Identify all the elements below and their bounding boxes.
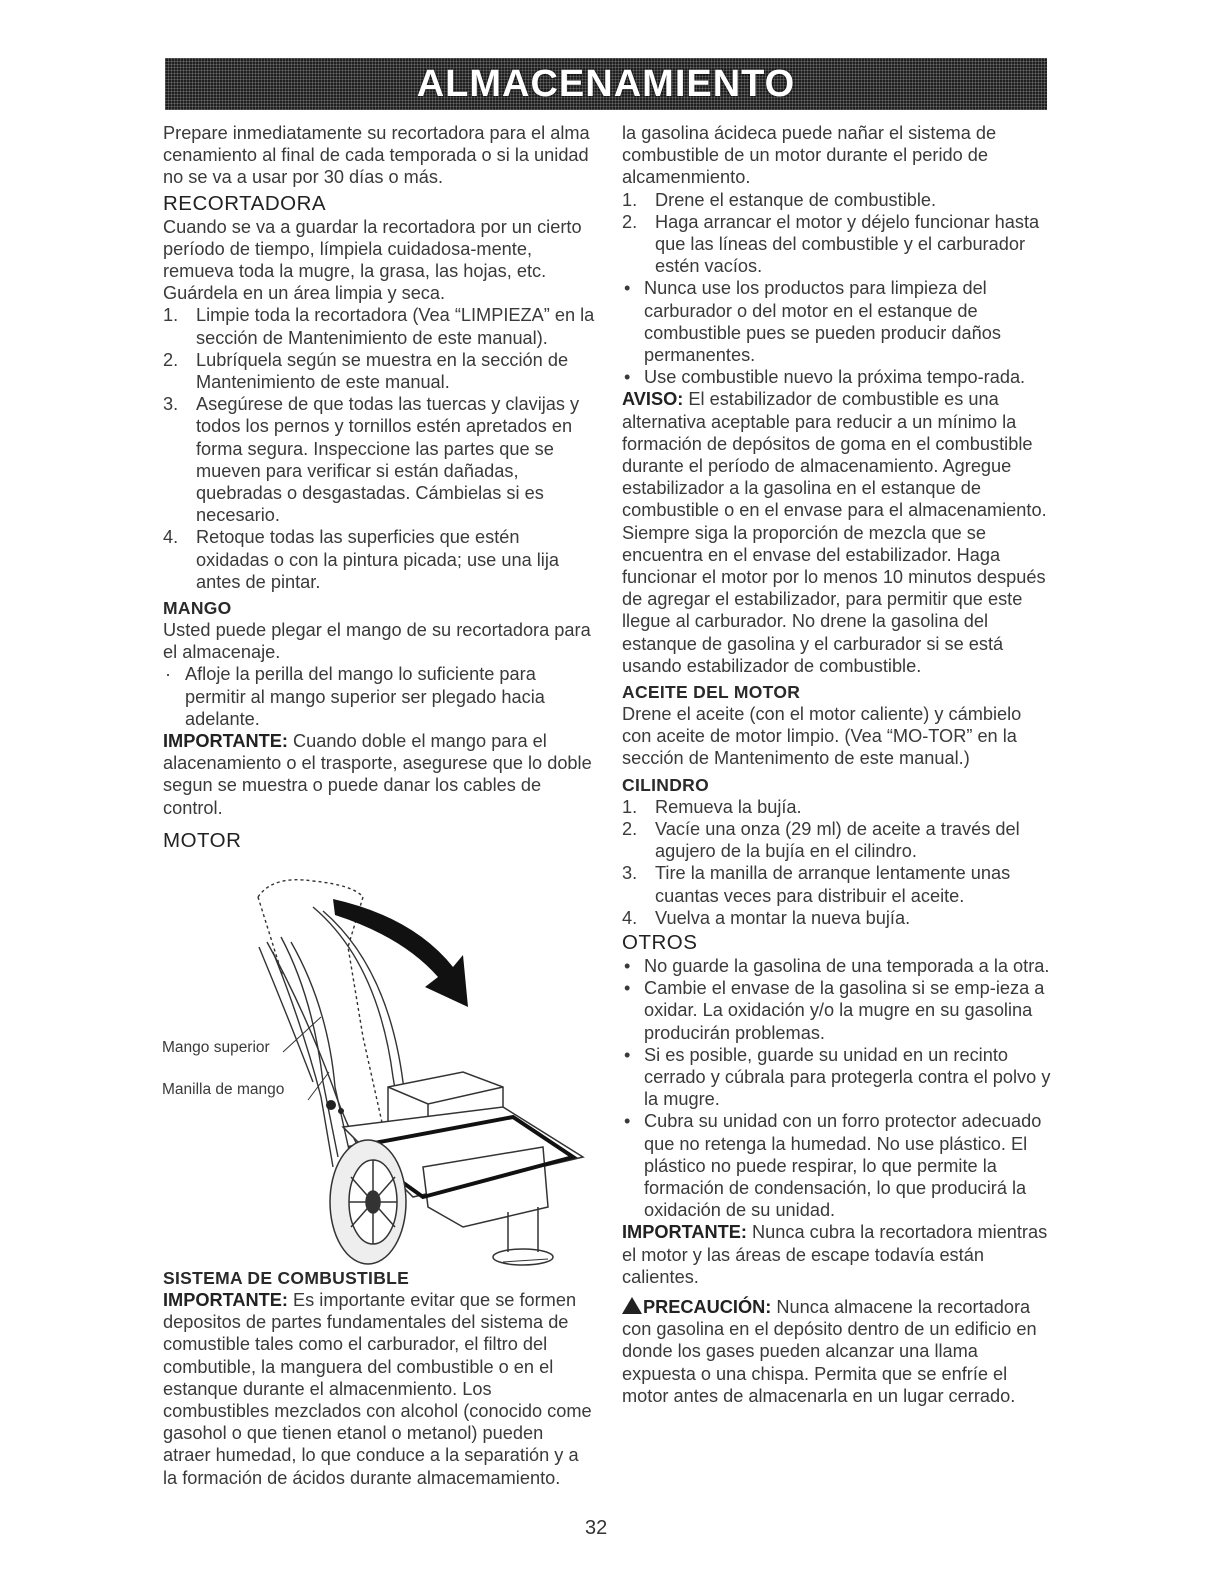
warning-triangle-icon: [622, 1297, 642, 1314]
aceite-heading: ACEITE DEL MOTOR: [622, 682, 801, 703]
list-item: 3. Tire la manilla de arranque lentamente unas cuantas veces para distribuir el aceite.: [622, 863, 1011, 906]
cilindro-steps: [622, 796, 1052, 929]
trimmer-drawing: [163, 867, 595, 1267]
aviso-paragraph: AVISO: El estabilizador de combustible es una alternativa aceptable para reducir a un mínimo la formación de depósitos de goma en el combustible durante el período de almacenamiento. Agregue estabilizador a la gasolina en el estanque de combustible o en el envase para el almacenamiento. Siempre siga la proporción de mezcla que se encuentra en el envase del estabilizador. Haga funcionar el motor por lo menos 10 minutos después de agregar el estabilizador, para permitir que este llegue al carburador. No drene la gasolina del estanque de gasolina y el carburador si se está usando estabilizador de combustible.: [622, 389, 1047, 676]
recortadora-text: Cuando se va a guardar la recortadora por un cierto período de tiempo, límpiela cuidadosa-mente, remueva toda la mugre, la grasa, las hojas, etc. Guárdela en un área limpia y seca.: [163, 216, 582, 304]
list-item: • Use combustible nuevo la próxima tempo-rada.: [624, 367, 1026, 388]
list-item: 3. Asegúrese de que todas las tuercas y clavijas y todos los pernos y tornillos estén apretados en forma segura. Inspeccione las partes que se mueven para verificar si están dañadas, quebradas o desgastadas. Cámbielas si es necesario.: [163, 394, 580, 526]
list-item: · Afloje la perilla del mango lo suficiente para permitir al mango superior ser plegado hacia adelante.: [165, 664, 545, 729]
right-column: [622, 122, 1052, 1407]
mango-bullets: [163, 663, 595, 730]
combustible-important: IMPORTANTE: Es importante evitar que se formen depositos de partes fundamentales del sistema de comustible tales como el carburador, el filtro del combutible, la manguera del combustible o en el estanque durante el almacenmiento. Los combustibles mezclados con alcohol (conocido come gasohol o que tienen etanol o metanol) pueden atraer humedad, lo que conduce a la separatión y a la formación de ácidos durante almacemamiento.: [163, 1289, 592, 1488]
mango-text: Usted puede plegar el mango de su recortadora para el almacenaje.: [163, 620, 591, 663]
motor-heading: MOTOR: [163, 828, 242, 852]
list-item: 4. Retoque todas las superficies que estén oxidadas o con la pintura picada; use una lija antes de pintar.: [163, 527, 559, 592]
aceite-text: Drene el aceite (con el motor caliente) y cámbielo con aceite de motor limpio. (Vea “MO-TOR” en la sección de Mantenimento de este manual.): [622, 704, 1022, 769]
title-banner: [165, 58, 1047, 110]
label-manilla-mango: Manilla de mango: [162, 1080, 285, 1098]
intro-paragraph: Prepare inmediatamente su recortadora para el alma cenamiento al final de cada temporada o si la unidad no se va a usar por 30 días o más.: [163, 123, 590, 188]
otros-bullets: [622, 955, 1052, 1221]
list-item: • No guarde la gasolina de una temporada a la otra.: [624, 955, 1050, 976]
list-item: 1. Remueva la bujía.: [622, 796, 802, 817]
otros-important: IMPORTANTE: Nunca cubra la recortadora mientras el motor y las áreas de escape todavía están calientes.: [622, 1222, 1048, 1287]
list-item: • Cambie el envase de la gasolina si se emp-ieza a oxidar. La oxidación y/o la mugre en su gasolina producirán problemas.: [624, 978, 1045, 1043]
list-item: • Nunca use los productos para limpieza del carburador o del motor en el estanque de combustible pues se pueden producir daños permanentes.: [624, 278, 1001, 366]
mango-heading: MANGO: [163, 598, 232, 619]
fuel-steps: [622, 189, 1052, 278]
cilindro-heading: CILINDRO: [622, 774, 709, 795]
precaucion-paragraph: PRECAUCIÓN: Nunca almacene la recortadora con gasolina en el depósito dentro de un edificio en donde los gases pueden alcanzar una llama expuesta o una chispa. Permita que se enfríe el motor antes de almacenarla en un lugar cerrado.: [622, 1296, 1037, 1406]
list-item: 1. Drene el estanque de combustible.: [622, 189, 937, 210]
combustible-heading: SISTEMA DE COMBUSTIBLE: [163, 1267, 410, 1288]
list-item: 2. Vacíe una onza (29 ml) de aceite a través del agujero de la bujía en el cilindro.: [622, 818, 1020, 862]
list-item: • Si es posible, guarde su unidad en un recinto cerrado y cúbrala para protegerla contra el polvo y la mugre.: [624, 1044, 1051, 1110]
list-item: 1. Limpie toda la recortadora (Vea “LIMPIEZA” en la sección de Mantenimiento de este manual).: [163, 305, 595, 348]
page-title: ALMACENAMIENTO: [416, 62, 796, 105]
recortadora-heading: RECORTADORA: [163, 191, 327, 215]
page-number: 32: [585, 1517, 608, 1539]
left-column: [163, 122, 595, 1489]
folded-handle-illustration: [163, 867, 595, 1267]
right-intro: la gasolina ácideca puede nañar el sistema de combustible de un motor durante el perido de alcamenmiento.: [622, 123, 997, 188]
mango-important: IMPORTANTE: Cuando doble el mango para el alacenamiento o el trasporte, asegurese que lo doble segun se muestra o puede danar los cables de control.: [163, 731, 592, 818]
list-item: 4. Vuelva a montar la nueva bujía.: [622, 907, 911, 928]
recortadora-steps: [163, 304, 595, 593]
label-mango-superior: Mango superior: [162, 1038, 270, 1056]
list-item: 2. Lubríquela según se muestra en la sección de Mantenimiento de este manual.: [163, 349, 569, 393]
otros-heading: OTROS: [622, 930, 698, 954]
list-item: 2. Haga arrancar el motor y déjelo funcionar hasta que las líneas del combustible y el carburador estén vacíos.: [622, 211, 1040, 277]
list-item: • Cubra su unidad con un forro protector adecuado que no retenga la humedad. No use plástico. El plástico no puede respirar, lo que permite la formación de condensación, lo que producirá la oxidación de su unidad.: [624, 1111, 1042, 1221]
fuel-bullets: [622, 277, 1052, 388]
